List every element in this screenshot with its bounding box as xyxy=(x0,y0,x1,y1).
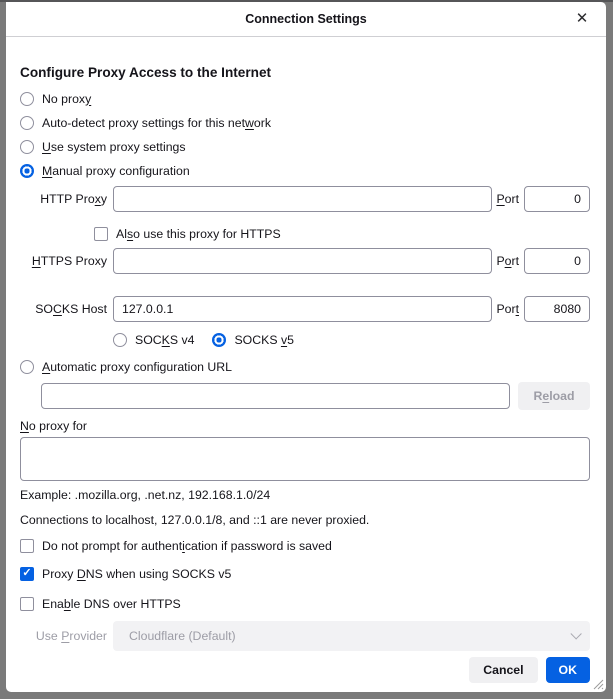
radio-label: Automatic proxy configuration URL xyxy=(42,359,233,374)
socks-host-label: SOCKS Host xyxy=(35,302,107,316)
socks-host-input[interactable] xyxy=(113,296,492,322)
radio-socks-v4[interactable] xyxy=(113,333,194,347)
dialog-titlebar xyxy=(6,2,606,37)
https-proxy-input[interactable] xyxy=(113,248,492,274)
no-proxy-textarea[interactable] xyxy=(20,437,590,481)
http-proxy-input[interactable] xyxy=(113,186,492,212)
checkbox-no-prompt-auth[interactable] xyxy=(20,537,590,554)
checkbox-label: Proxy DNS when using SOCKS v5 xyxy=(42,566,232,581)
chevron-down-icon xyxy=(570,628,581,639)
radio-label: Auto-detect proxy settings for this network xyxy=(42,115,271,130)
radio-label: SOCKS v5 xyxy=(234,332,294,347)
radio-no-proxy[interactable] xyxy=(20,90,590,107)
radio-manual-proxy[interactable] xyxy=(20,162,590,179)
no-proxy-label: No proxy for xyxy=(20,419,87,433)
radio-icon[interactable] xyxy=(20,116,34,130)
checkbox-icon[interactable] xyxy=(94,227,108,241)
provider-selected-value: Cloudflare (Default) xyxy=(129,629,236,643)
radio-icon[interactable] xyxy=(20,92,34,106)
socks-host-row xyxy=(20,296,590,322)
resize-grip[interactable] xyxy=(591,677,604,690)
radio-label: SOCKS v4 xyxy=(135,332,195,347)
no-proxy-example: Example: .mozilla.org, .net.nz, 192.168.1.0/24 xyxy=(20,488,271,502)
checkbox-checked-icon[interactable]: ✓ xyxy=(20,567,34,581)
radio-system-proxy[interactable] xyxy=(20,138,590,155)
radio-label: No proxy xyxy=(42,91,92,106)
radio-selected-icon[interactable] xyxy=(212,333,226,347)
https-proxy-row xyxy=(20,248,590,274)
page-title: Configure Proxy Access to the Internet xyxy=(20,65,272,80)
http-port-label: Port xyxy=(496,192,519,206)
checkbox-icon[interactable] xyxy=(20,539,34,553)
radio-label: Use system proxy settings xyxy=(42,139,186,154)
radio-icon[interactable] xyxy=(113,333,127,347)
dialog-title: Connection Settings xyxy=(245,12,367,26)
dialog-button-row xyxy=(20,657,590,683)
http-proxy-row xyxy=(20,186,590,212)
socks-port-input[interactable] xyxy=(524,296,590,322)
close-icon[interactable]: ✕ xyxy=(575,10,589,27)
no-proxy-note: Connections to localhost, 127.0.0.1/8, and ::1 are never proxied. xyxy=(20,513,370,527)
radio-selected-icon[interactable] xyxy=(20,164,34,178)
ok-button[interactable]: OK xyxy=(546,657,590,683)
http-port-input[interactable] xyxy=(524,186,590,212)
dialog-content xyxy=(6,65,606,683)
http-proxy-label: HTTP Proxy xyxy=(40,192,107,206)
checkbox-dns-over-https[interactable] xyxy=(20,595,590,612)
socks-version-row xyxy=(113,331,590,348)
cancel-button[interactable]: Cancel xyxy=(469,657,537,683)
auto-url-input[interactable] xyxy=(41,383,510,409)
auto-url-row xyxy=(20,382,590,410)
checkbox-label: Do not prompt for authentication if password is saved xyxy=(42,538,332,553)
radio-label: Manual proxy configuration xyxy=(42,163,190,178)
also-https-checkbox-row[interactable] xyxy=(94,225,590,242)
radio-icon[interactable] xyxy=(20,140,34,154)
radio-icon[interactable] xyxy=(20,360,34,374)
radio-auto-url[interactable] xyxy=(20,358,590,375)
radio-socks-v5[interactable] xyxy=(212,333,293,347)
https-port-label: Port xyxy=(496,254,519,268)
https-proxy-label: HTTPS Proxy xyxy=(31,254,107,268)
checkbox-icon[interactable] xyxy=(20,597,34,611)
provider-dropdown[interactable] xyxy=(113,621,590,651)
checkbox-proxy-dns[interactable] xyxy=(20,565,590,582)
checkbox-label: Also use this proxy for HTTPS xyxy=(116,226,281,241)
checkbox-label: Enable DNS over HTTPS xyxy=(42,596,181,611)
use-provider-label: Use Provider xyxy=(35,629,107,643)
reload-button[interactable]: R e load xyxy=(518,382,590,410)
socks-port-label: Port xyxy=(496,302,519,316)
connection-settings-dialog xyxy=(6,2,606,692)
https-port-input[interactable] xyxy=(524,248,590,274)
radio-auto-detect[interactable] xyxy=(20,114,590,131)
provider-row xyxy=(20,621,590,651)
